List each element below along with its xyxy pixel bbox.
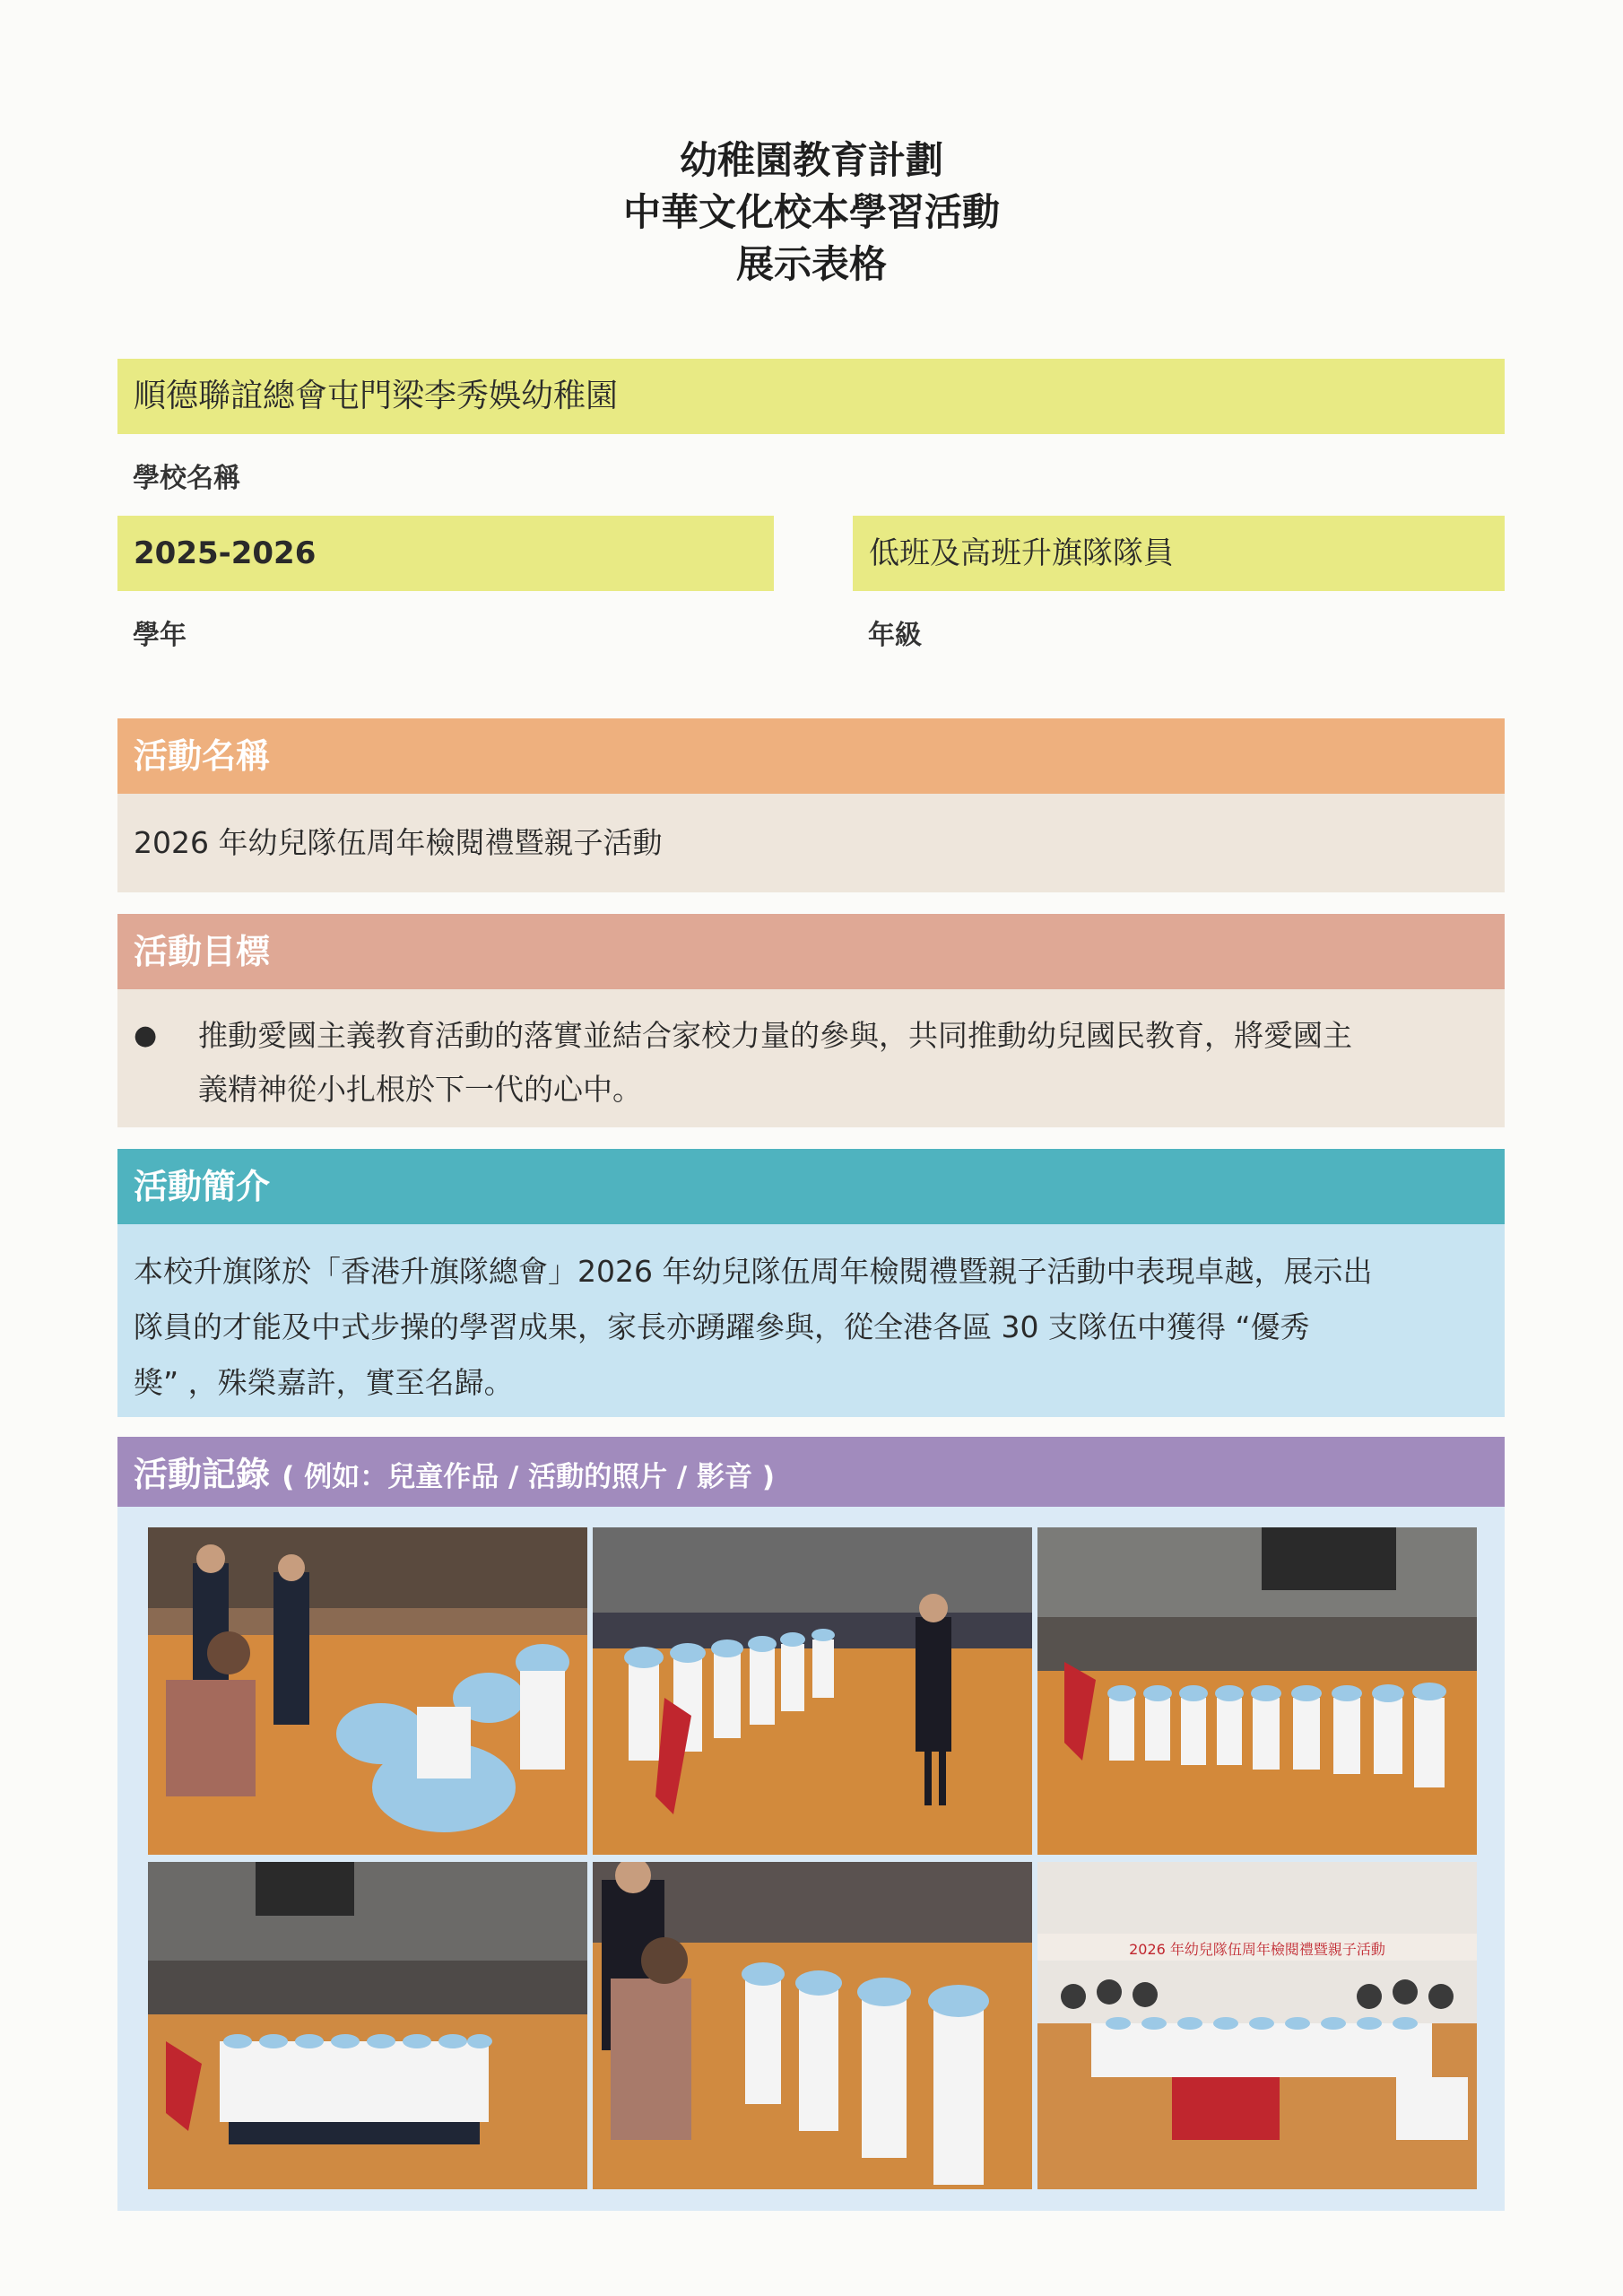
record-heading-text: 活動記錄	[134, 1455, 271, 1494]
photo-group-banner	[1037, 1862, 1477, 2189]
school-year-label: 學年	[133, 620, 187, 651]
grade-label: 年級	[868, 620, 922, 651]
photo-flag-team-line	[593, 1527, 1032, 1855]
event-banner-text: 2026 年幼兒隊伍周年檢閱禮暨親子活動	[1129, 1941, 1385, 1958]
activity-intro-body	[117, 1224, 1505, 1417]
photo-inspection-close	[593, 1862, 1032, 2189]
document-title	[0, 135, 1623, 291]
record-subheading: ( 例如：兒童作品 / 活動的照片 / 影音 )	[282, 1461, 775, 1493]
intro-line-3: 獎” ，殊榮嘉許，實至名歸。	[134, 1365, 514, 1400]
activity-goal-heading: 活動目標	[117, 914, 1505, 989]
activity-name-text: 2026 年幼兒隊伍周年檢閱禮暨親子活動	[117, 794, 1505, 892]
photo-salute-rows	[1037, 1527, 1477, 1855]
bullet-icon: ●	[134, 1020, 158, 1051]
photo-officials-greeting	[148, 1527, 587, 1855]
goal-line-2: 義精神從小扎根於下一代的心中。	[198, 1072, 642, 1107]
title-line-3: 展示表格	[735, 242, 887, 286]
title-line-1: 幼稚園教育計劃	[679, 138, 943, 182]
school-name-label: 學校名稱	[133, 463, 240, 494]
activity-name-heading: 活動名稱	[117, 718, 1505, 794]
activity-intro-heading: 活動簡介	[117, 1149, 1505, 1224]
intro-line-2: 隊員的才能及中式步操的學習成果，家長亦踴躍參與，從全港各區 30 支隊伍中獲得 “優秀	[134, 1309, 1310, 1344]
school-name-field: 順德聯誼總會屯門梁李秀娛幼稚園	[117, 359, 1505, 434]
activity-record-heading	[117, 1437, 1505, 1512]
photo-grid	[117, 1507, 1505, 2211]
intro-line-1: 本校升旗隊於「香港升旗隊總會」2026 年幼兒隊伍周年檢閱禮暨親子活動中表現卓越，展示出	[134, 1254, 1373, 1289]
activity-goal-body	[117, 989, 1505, 1127]
title-line-2: 中華文化校本學習活動	[622, 190, 1000, 234]
grade-field: 低班及高班升旗隊隊員	[853, 516, 1505, 591]
school-year-field: 2025-2026	[117, 516, 774, 591]
photo-group-seated	[148, 1862, 587, 2189]
goal-line-1: 推動愛國主義教育活動的落實並結合家校力量的參與，共同推動幼兒國民教育，將愛國主	[198, 1018, 1352, 1053]
